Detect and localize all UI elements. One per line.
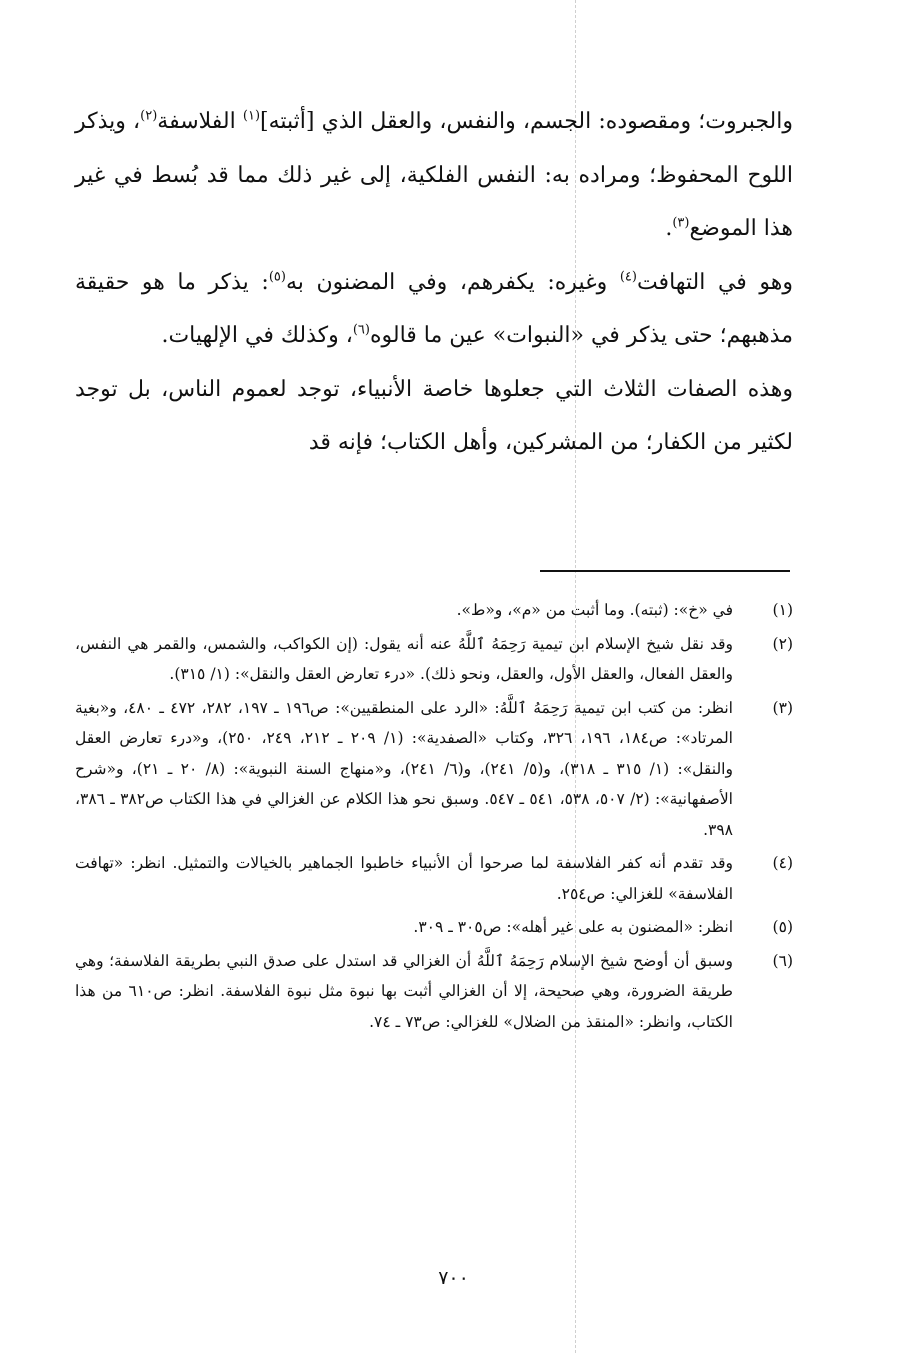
page-content xyxy=(75,95,793,1031)
body-text-run: والجبروت؛ ومقصوده: الجسم، والنفس، والعقل الذي [أثبته] xyxy=(260,109,793,134)
footnote-ref[interactable]: (٤) xyxy=(619,269,637,285)
body-paragraph xyxy=(75,256,793,363)
footnote-number: (٥) xyxy=(772,918,793,936)
body-text-run: وهذه الصفات الثلاث التي جعلوها خاصة الأنبياء، توجد لعموم الناس، بل توجد لكثير من الكفار؛ من المشركين، وأهل الكتاب؛ فإنه قد xyxy=(75,376,793,455)
footnote-item xyxy=(75,693,793,846)
footnotes xyxy=(75,595,793,1037)
body-text-run: : يذكر ما هو حقيقة مذهبهم؛ حتى يذكر في «النبوات» عين ما قالوه xyxy=(75,269,793,348)
page-number-container xyxy=(0,1267,907,1289)
footnote-text: وقد تقدم أنه كفر الفلاسفة لما صرحوا أن الأنبياء خاطبوا الجماهير بالخيالات والتمثيل. انظر: «تهافت الفلاسفة» للغزالي: ص٢٥٤. xyxy=(75,854,733,903)
body-paragraph xyxy=(75,363,793,470)
body-text-run: الفلاسفة xyxy=(157,109,243,134)
page-number: ٧٠٠ xyxy=(438,1267,469,1289)
footnote-item xyxy=(75,629,793,690)
footnote-text: انظر: من كتب ابن تيمية رَحِمَهُ ٱللَّهُ: «الرد على المنطقيين»: ص١٩٦ ـ ١٩٧، ٢٨٢، ٤٧٢ ـ ٤٨٠، و«بغية المرتاد»: ص١٨٤، ١٩٦، ٣٢٦، وكتاب «الصفدية»: (١/ ٢٠٩ ـ ٢١٢، ٢٤٩، ٢٥٠)، و«درء تعارض العقل والنقل»: (١/ ٣١٥ ـ ٣١٨)، و(٥/ ٢٤١)، و(٦/ ٢٤١)، و«منهاج السنة النبوية»: (٨/ ٢٠ ـ ٢١)، و«شرح الأصفهانية»: (٢/ ٥٠٧، ٥٣٨، ٥٤١ ـ ٥٤٧. وسبق نحو هذا الكلام عن الغزالي في هذا الكتاب ص٣٨٢ ـ ٣٨٦، ٣٩٨. xyxy=(75,698,733,839)
footnote-text: وقد نقل شيخ الإسلام ابن تيمية رَحِمَهُ ٱللَّهُ عنه أنه يقول: (إن الكواكب، والشمس، والقمر هي النفس، والعقل الفعال، والعقل الأول، والعقل، ونحو ذلك). «درء تعارض العقل والنقل»: (١/ ٣١٥). xyxy=(75,634,733,683)
body-text-run: وغيره: يكفرهم، وفي المضنون به xyxy=(285,269,620,295)
footnote-number: (٣) xyxy=(772,698,793,717)
footnote-number: (٤) xyxy=(772,854,793,872)
footnote-text: وسبق أن أوضح شيخ الإسلام رَحِمَهُ ٱللَّهُ أن الغزالي قد استدل على صدق النبي بطريقة الفلاسفة؛ وهي طريقة الضرورة، وهي صحيحة، إلا أن الغزالي أثبت بها نبوة مثل نبوة الفلاسفة. انظر: ص٦١٠ من هذا الكتاب، وانظر: «المنقذ من الضلال» للغزالي: ص٧٣ ـ ٧٤. xyxy=(75,951,733,1031)
footnote-separator xyxy=(540,570,790,572)
footnote-item xyxy=(75,912,793,943)
footnote-ref[interactable]: (٣) xyxy=(672,215,690,231)
footnote-ref[interactable]: (١) xyxy=(242,108,261,124)
footnote-number: (٦) xyxy=(772,951,793,970)
footnote-ref[interactable]: (٥) xyxy=(268,269,286,285)
footnote-number: (١) xyxy=(772,601,793,619)
main-text xyxy=(75,95,793,470)
footnote-item xyxy=(75,946,793,1038)
body-text-run: ، ويذكر اللوح المحفوظ؛ ومراده به: النفس الفلكية، إلى غير ذلك مما قد بُسط في غير هذا الموضع xyxy=(75,109,793,241)
body-paragraph xyxy=(75,95,793,256)
footnote-ref[interactable]: (٢) xyxy=(140,108,158,124)
footnote-text: انظر: «المضنون به على غير أهله»: ص٣٠٥ ـ ٣٠٩. xyxy=(413,918,733,936)
footnote-number: (٢) xyxy=(772,634,793,653)
body-text-run: ، وكذلك في الإلهيات. xyxy=(161,323,353,348)
footnote-item xyxy=(75,595,793,626)
footnote-ref[interactable]: (٦) xyxy=(352,322,370,338)
body-text-run: . xyxy=(665,216,673,241)
body-text-run: وهو في التهافت xyxy=(636,269,793,295)
footnote-text: في «خ»: (ثبته). وما أثبت من «م»، و«ط». xyxy=(456,601,733,619)
footnote-item xyxy=(75,848,793,909)
